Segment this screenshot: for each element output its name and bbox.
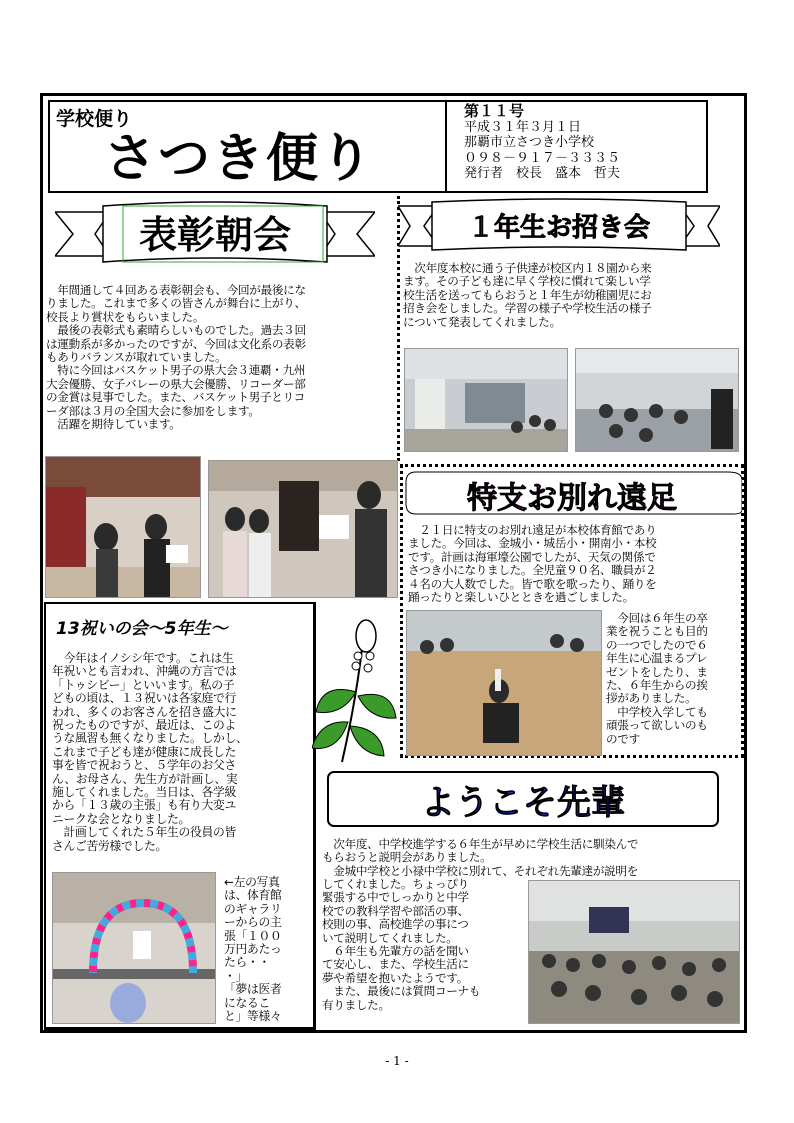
seniors-photo (528, 880, 740, 1024)
text-line: りました。これまで多くの皆さんが舞台に上がり、 (46, 296, 306, 311)
text-line: は運動系が多かったのですが、今回は文化系の表彰 (46, 336, 306, 351)
text-line: 次年度本校に通う子供達が校区内１８園から来 (403, 261, 652, 275)
text-line: ーダ部は３月の全国大会に参加をします。 (46, 403, 260, 418)
text-line: ーからの主 (224, 915, 282, 930)
text-line: 事を皆で祝おうと、５学年のお父さ (52, 758, 236, 773)
newsletter-title: さつき便り (104, 129, 375, 189)
awards-photo-2 (208, 460, 398, 598)
text-line: いて説明してくれました。 (322, 930, 458, 945)
text-line: から「１３歳の主張」も有り大変ユ (52, 798, 236, 813)
text-line: 緊張する中でしっかりと中学 (322, 890, 469, 905)
text-line: さつき小になりました。全児童９０名、職員が２ (408, 563, 657, 578)
text-line: 校長より賞状をもらいました。 (46, 309, 205, 324)
welcome1-photo-2 (575, 348, 739, 452)
text-line: 校生活を送ってもらおうと１年生が幼稚園児にお (403, 287, 652, 302)
text-line: これまで子ども達が健康に成長した (52, 744, 236, 759)
awards-banner (55, 200, 375, 270)
text-line: 校則の事、高校進学の事につ (322, 917, 469, 932)
newsletter-subtitle: 学校便り (56, 108, 133, 130)
text-line: 次年度、中学校進学する６年生が早めに学校生活に馴染んで (322, 837, 639, 851)
text-line: 最後の表彰式も素晴らしいものでした。過去３回 (46, 323, 306, 338)
text-line: 業を祝うことも目的 (606, 624, 708, 639)
text-line: 拶がありました。 (606, 691, 697, 706)
welcome1-banner-text: １年生お招き会 (467, 213, 651, 243)
awards-banner-text: 表彰朝会 (138, 213, 292, 257)
age13-heading: 13祝いの会～5年生～ (56, 619, 228, 639)
farewell-banner-text: 特支お別れ遠足 (467, 481, 677, 516)
text-line: ・」 (224, 968, 247, 983)
text-line: ゼントをしたり、ま (606, 664, 708, 679)
text-line: です。計画は海軍壕公園でしたが、天気の関係で (408, 549, 656, 564)
text-line: ２１日に特支のお別れ遠足が本校体育館であり (408, 523, 657, 537)
text-line: 夢や希望を抱いたようです。 (322, 970, 468, 985)
text-line: 祝ったものですが、最近は、このよ (52, 718, 236, 733)
issue-number: 第１１号 (464, 102, 525, 120)
text-line: 中学校入学しても (606, 704, 708, 719)
seniors-text (322, 838, 746, 878)
text-line: た、６年生からの挨 (606, 678, 708, 693)
publisher: 発行者 校長 盛本 哲夫 (464, 166, 621, 181)
seniors-banner (326, 770, 720, 828)
text-line: してくれました。ちょっぴり (322, 877, 469, 891)
farewell-banner (402, 466, 742, 520)
text-line: と」等様々 (224, 1009, 282, 1024)
text-line: ←左の写真 (224, 875, 280, 889)
text-line: 校での教科学習や部活の事、 (322, 903, 469, 918)
text-line: になるこ (224, 995, 270, 1010)
text-line: の一つでしたので６ (606, 637, 708, 652)
text-line: 計画してくれた５年生の役員の皆 (52, 825, 236, 840)
school-phone: ０９８－９１７－３３３５ (464, 150, 621, 166)
farewell-photo (406, 610, 602, 756)
age13-caption (224, 876, 314, 1023)
text-line: 有りました。 (322, 997, 390, 1012)
text-line: 金城中学校と小禄中学校に別れて、それぞれ先輩達が説明を (322, 863, 638, 878)
seniors-narrow-text (322, 878, 528, 1012)
text-line: 招き会をしました。学習の様子や学校生活の様子 (403, 301, 652, 316)
text-line: 頑張って欲しいのも (606, 718, 708, 733)
text-line: は、体育館 (224, 888, 282, 903)
text-line: 特に今回はバスケット男子の県大会３連覇・九州 (46, 363, 306, 378)
text-line: われ、多くのお客さんを招き盛大に (52, 704, 237, 719)
header-divider (445, 100, 447, 193)
text-line: 年祝いとも言われ、沖縄の方言では (52, 664, 237, 679)
welcome1-banner (398, 198, 720, 256)
text-line: 張「１００ (224, 928, 282, 943)
farewell-text (408, 524, 740, 604)
text-line: 今年はイノシシ年です。これは生 (52, 651, 234, 665)
text-line: ます。その子ども達に早く学校に慣れて楽しい学 (403, 274, 651, 289)
age13-photo (52, 872, 216, 1024)
farewell-side-text (606, 612, 744, 746)
text-line: について発表してくれました。 (403, 314, 561, 329)
text-line: 万円あたっ (224, 942, 282, 957)
text-line: て安心し、また、学校生活に (322, 957, 469, 972)
text-line: 踊ったりと楽しいひとときを過ごしました。 (408, 590, 634, 605)
text-line: また、最後には質問コーナも (322, 984, 481, 999)
text-line: どもの頃は、１３祝いは各家庭で行 (52, 691, 236, 706)
text-line: ました。今回は、金城小・城岳小・開南小・本校 (408, 536, 657, 551)
seniors-banner-text: ようこそ先輩 (421, 783, 625, 823)
welcome1-photo-1 (404, 348, 568, 452)
awards-text (46, 284, 394, 431)
text-line: もらおうと説明会がありました。 (322, 850, 492, 865)
awards-photo-1 (45, 456, 201, 598)
issue-date: 平成３１年３月１日 (464, 119, 582, 135)
text-line: 年間通して４回ある表彰朝会も、今回が最後にな (46, 283, 306, 297)
text-line: 大会優勝、女子バレーの県大会優勝、リコーダー部 (46, 376, 306, 391)
school-name: 那覇市立さつき小学校 (464, 135, 595, 150)
text-line: ６年生も先輩方の話を聞い (322, 944, 469, 959)
text-line: 「トゥシビー」といいます。私の子 (52, 677, 235, 692)
text-line: 年生に心温まるプレ (606, 651, 708, 666)
flower-illustration (312, 612, 398, 772)
text-line: の金賞は見事でした。また、バスケット男子とリコ (46, 390, 305, 405)
text-line: ニークな会となりました。 (52, 811, 190, 826)
text-line: 活躍を期待しています。 (46, 417, 181, 432)
text-line: うな風習も無くなりました。しかし、 (52, 731, 248, 746)
issue-info (464, 104, 704, 182)
text-line: たら・・ (224, 955, 270, 970)
text-line: 「夢は医者 (224, 982, 282, 997)
text-line: のギャラリ (224, 901, 282, 916)
text-line: ４名の大人数でした。皆で歌を歌ったり、踊りを (408, 576, 657, 591)
text-line: のです (606, 731, 640, 746)
age13-text (52, 652, 314, 853)
text-line: さんご苦労様でした。 (52, 838, 167, 853)
text-line: もありバランスが取れていました。 (46, 350, 227, 365)
text-line: ん、お母さん、先生方が計画し、実 (52, 771, 238, 786)
text-line: 施してくれました。当日は、各学級 (52, 785, 236, 800)
page-number: - 1 - (385, 1054, 409, 1068)
welcome1-text (403, 262, 743, 329)
text-line: 今回は６年生の卒 (606, 611, 708, 625)
